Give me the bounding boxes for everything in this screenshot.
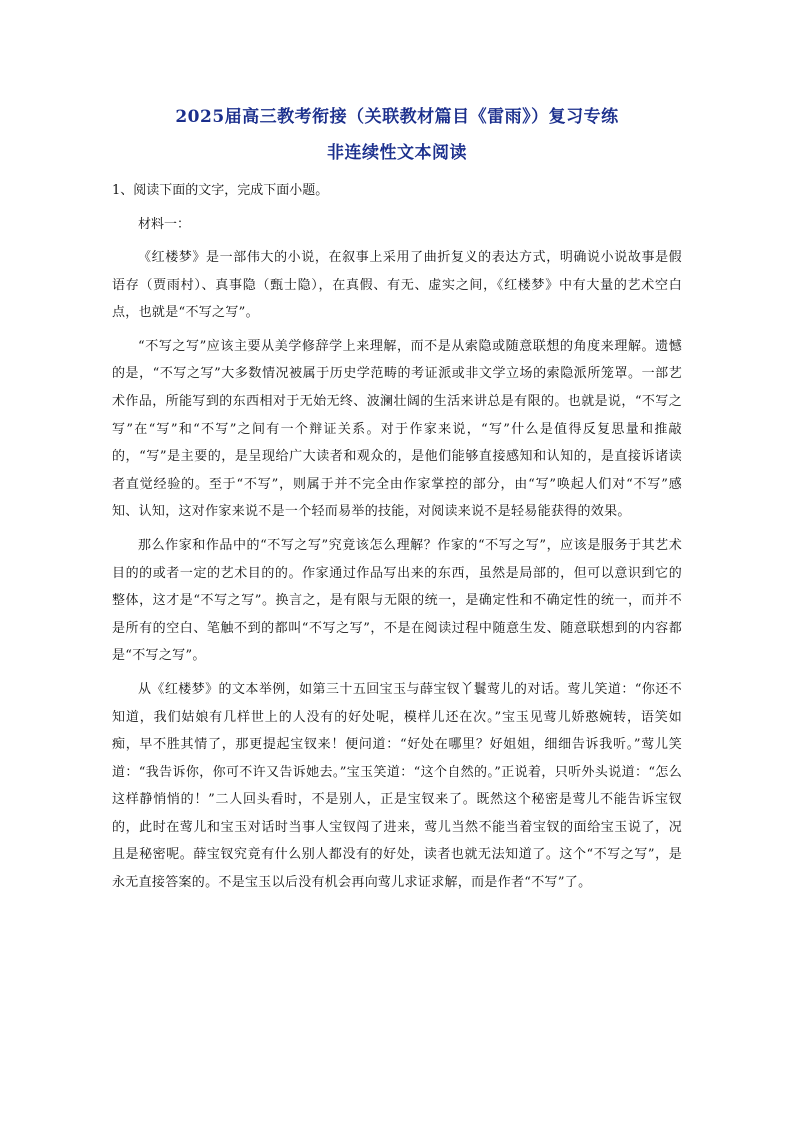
paragraph: 从《红楼梦》的文本举例，如第三十五回宝玉与薛宝钗丫鬟莺儿的对话。莺儿笑道：“你还不知道，我们姑娘有几样世上的人没有的好处呢，模样儿还在次。”宝玉见莺儿娇憨婉转，语笑如痴，早不胜其情了，那更提起宝钗来！便问道：“好处在哪里？好姐姐，细细告诉我听。”莺儿笑道：“我告诉你，你可不许又告诉她去。”宝玉笑道：“这个自然的。”正说着，只听外头说道：“怎么这样静悄悄的！”二人回头看时，不是别人，正是宝钗来了。既然这个秘密是莺儿不能告诉宝钗的，此时在莺儿和宝玉对话时当事人宝钗闯了进来，莺儿当然不能当着宝钗的面给宝玉说了，况且是秘密呢。薛宝钗究竟有什么别人都没有的好处，读者也就无法知道了。这个“不写之写”，是永无直接答案的。不是宝玉以后没有机会再向莺儿求证求解，而是作者“不写”了。: [112, 681, 682, 891]
document-subtitle: 非连续性文本阅读: [327, 143, 467, 163]
paragraph: 《红楼梦》是一部伟大的小说，在叙事上采用了曲折复义的表达方式，明确说小说故事是假语存（贾雨村）、真事隐（甄士隐），在真假、有无、虚实之间，《红楼梦》中有大量的艺术空白点，也就是“不写之写”。: [112, 250, 682, 321]
paragraph: “不写之写”应该主要从美学修辞学上来理解，而不是从索隐或随意联想的角度来理解。遗憾的是，“不写之写”大多数情况被属于历史学范畴的考证派或非文学立场的索隐派所笼罩。一部艺术作品，所能写到的东西相对于无始无终、波澜壮阔的生活来讲总是有限的。也就是说，“不写之写”在“写”和“不写”之间有一个辩证关系。对于作家来说，“写”什么是值得反复思量和推敲的，“写”是主要的，是呈现给广大读者和观众的，是他们能够直接感知和认知的，是直接诉诸读者直觉经验的。至于“不写”，则属于并不完全由作家掌控的部分，由“写”唤起人们对“不写”感知、认知，这对作家来说不是一个轻而易举的技能，对阅读来说不是轻易能获得的效果。: [112, 338, 682, 520]
paragraph: 那么作家和作品中的“不写之写”究竟该怎么理解？作家的“不写之写”，应该是服务于其艺术目的的或者一定的艺术目的的。作家通过作品写出来的东西，虽然是局部的，但可以意识到它的整体，这才是“不写之写”。换言之，是有限与无限的统一，是确定性和不确定性的统一，而并不是所有的空白、笔触不到的都叫“不写之写”，不是在阅读过程中随意生发、随意联想到的内容都是“不写之写”。: [112, 537, 682, 664]
document-title: 2025届高三教考衔接（关联教材篇目《雷雨》）复习专练: [175, 107, 619, 127]
question-prompt: 1、阅读下面的文字，完成下面小题。: [112, 183, 329, 198]
material-label: 材料一：: [138, 217, 191, 232]
